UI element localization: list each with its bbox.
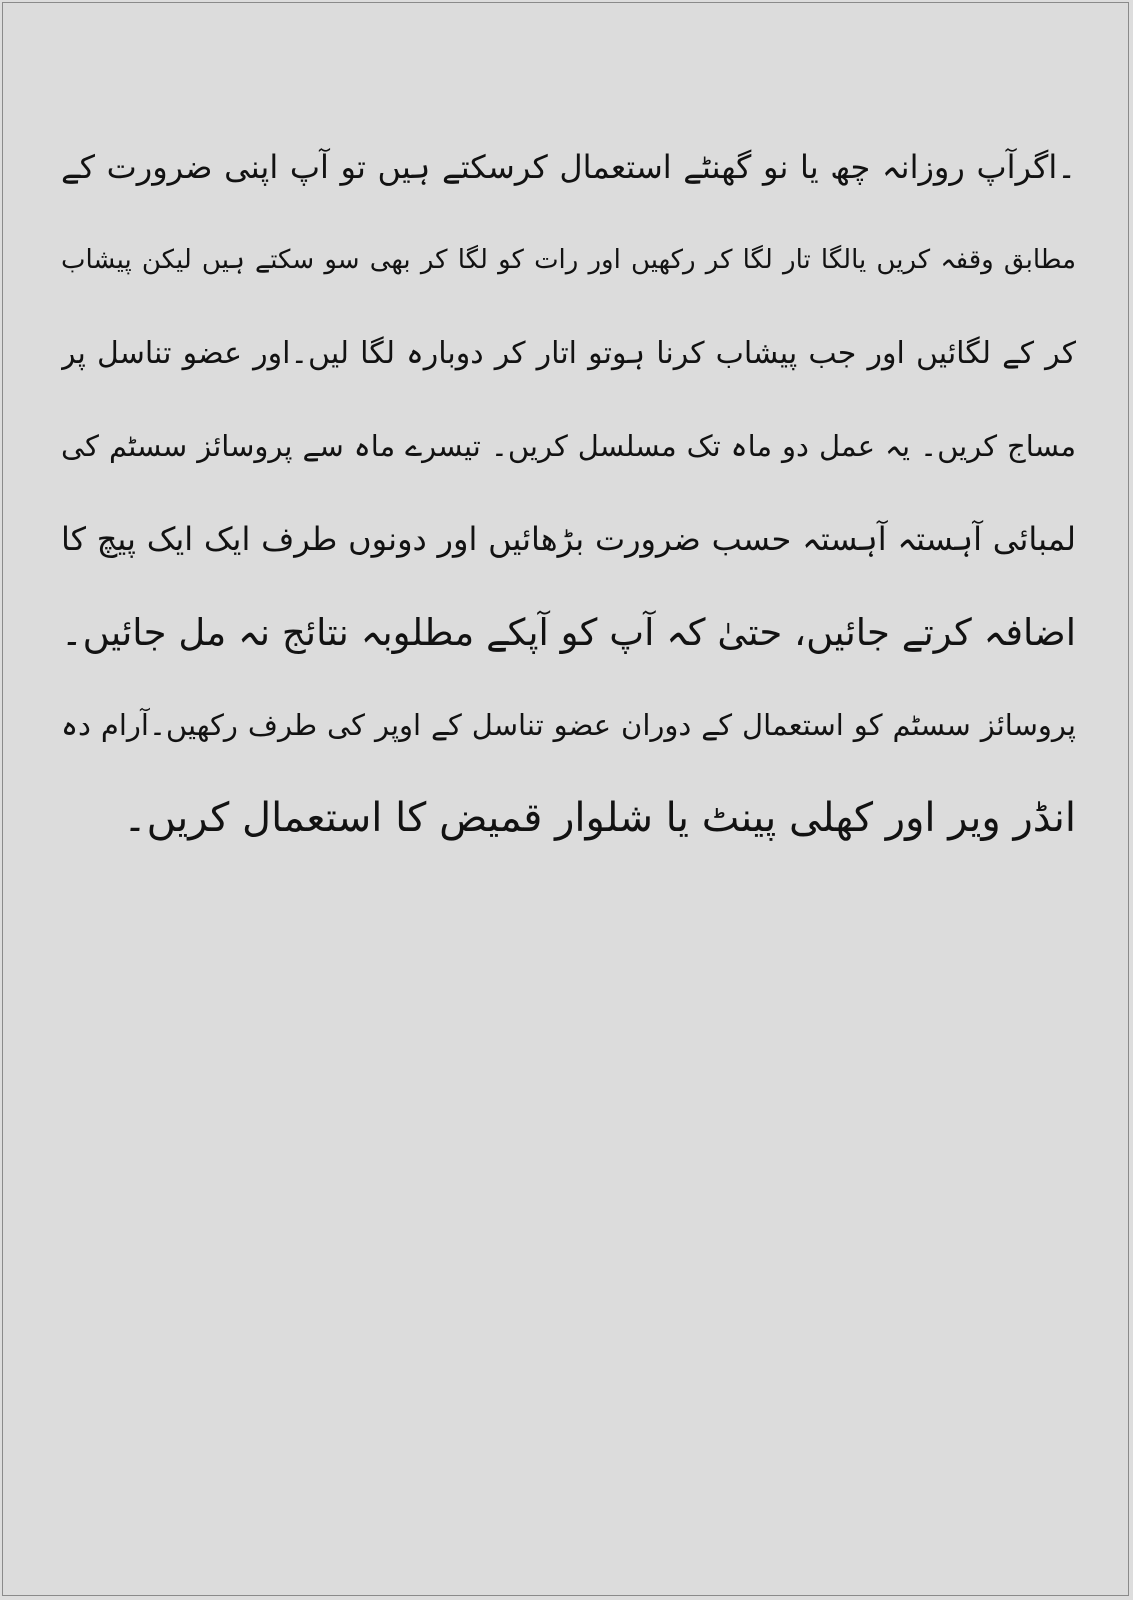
text-line-7: پروسائز سسٹم کو استعمال کے دوران عضو تناسل کے اوپر کی طرف رکھیں۔آرام دہ [61,708,1076,742]
urdu-text-block [61,121,1076,865]
document-page [2,2,1129,1596]
text-line-8: انڈر ویر اور کھلی پینٹ یا شلوار قمیض کا استعمال کریں۔ [123,795,1076,841]
text-line-2: مطابق وقفہ کریں یالگا تار لگا کر رکھیں اور رات کو لگا کر بھی سو سکتے ہیں لیکن پیشاب [61,245,1076,275]
text-line-3: کر کے لگائیں اور جب پیشاب کرنا ہوتو اتار کر دوبارہ لگا لیں۔اور عضو تناسل پر [61,336,1076,371]
text-line-1: ۔اگرآپ روزانہ چھ یا نو گھنٹے استعمال کرسکتے ہیں تو آپ اپنی ضرورت کے [61,148,1076,186]
text-line-4: مساج کریں۔ یہ عمل دو ماہ تک مسلسل کریں۔ تیسرے ماہ سے پروسائز سسٹم کی [61,429,1076,463]
text-line-6: اضافہ کرتے جائیں، حتیٰ کہ آپ کو آپکے مطلوبہ نتائج نہ مل جائیں۔ [61,611,1076,654]
text-line-5: لمبائی آہستہ آہستہ حسب ضرورت بڑھائیں اور دونوں طرف ایک ایک پیچ کا [61,520,1076,558]
